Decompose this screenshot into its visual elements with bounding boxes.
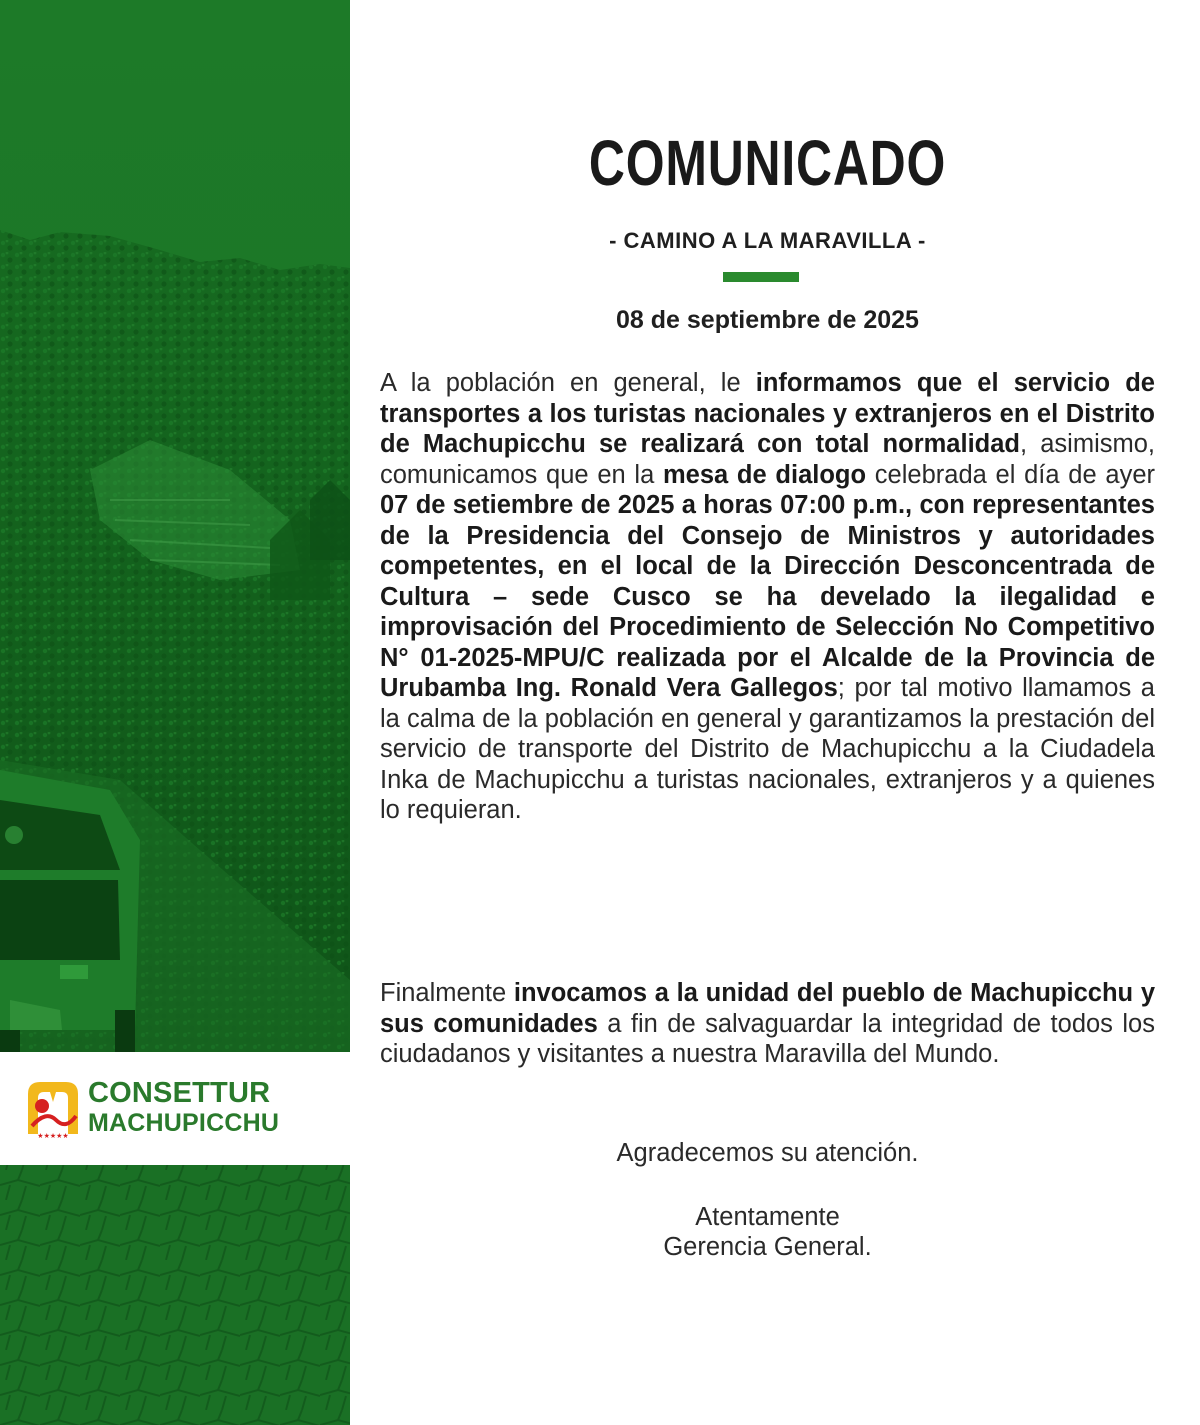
side-photo-panel [0, 0, 350, 1425]
logo-line2: MACHUPICCHU [88, 1109, 280, 1137]
text-segment: , asimismo, comunicamos que en la [380, 430, 1155, 489]
bus-icon [0, 770, 140, 1052]
text-segment: Finalmente [380, 979, 514, 1007]
bold-text-segment: informamos que el servicio de transportes a los turistas nacionales y extranjeros en el Distrito de Machupicchu se realizará con total normalidad [380, 369, 1155, 458]
divider [723, 272, 799, 282]
bold-text-segment: invocamos a la unidad del pueblo de Machupicchu y sus comunidades [380, 979, 1155, 1038]
logo-band [0, 1052, 350, 1165]
signature-line: Gerencia General. [663, 1233, 872, 1261]
logo-wordmark [88, 1078, 279, 1138]
text-segment: ; por tal motivo llamamos a la calma de la población en general y garantizamos la prestación del servicio de transporte del Distrito de Machupicchu a la Ciudadela Inka de Machupicchu a turistas nacionales, extranjeros y a quienes lo requieran. [380, 674, 1155, 824]
logo-line1: CONSETTUR [88, 1077, 271, 1109]
page-subtitle: - CAMINO A LA MARAVILLA - [609, 228, 926, 253]
text-segment: A la población en general, le [380, 369, 756, 397]
bold-text-segment: mesa de dialogo [662, 460, 867, 489]
consettur-logo-icon [22, 1076, 84, 1140]
text-segment: celebrada el día de ayer [866, 460, 1155, 489]
paragraph-1 [380, 368, 1155, 826]
closing-line: Atentamente [695, 1203, 840, 1231]
statement-column [380, 0, 1155, 1425]
page-title: COMUNICADO [588, 127, 947, 199]
svg-text:★★★★★: ★★★★★ [37, 1132, 69, 1140]
statement-date: 08 de septiembre de 2025 [616, 306, 919, 334]
mountain-bus-photo [0, 0, 350, 1425]
paragraph-2 [380, 978, 1155, 1070]
text-segment: a fin de salvaguardar la integridad de todos los ciudadanos y visitantes a nuestra Maravilla del Mundo. [380, 1009, 1155, 1068]
thanks-line: Agradecemos su atención. [616, 1139, 919, 1167]
bold-text-segment: 07 de setiembre de 2025 a horas 07:00 p.m., con representantes de la Presidencia del Consejo de Ministros y autoridades competentes, en el local de la Dirección Desconcentrada de Cultura – sede Cusco se ha develado la ilegalidad e improvisación del Procedimiento de Selección No Competitivo N° 01-2025-MPU/C realizada por el Alcalde de la Provincia de Urubamba Ing. Ronald Vera Gallegos [380, 491, 1155, 702]
